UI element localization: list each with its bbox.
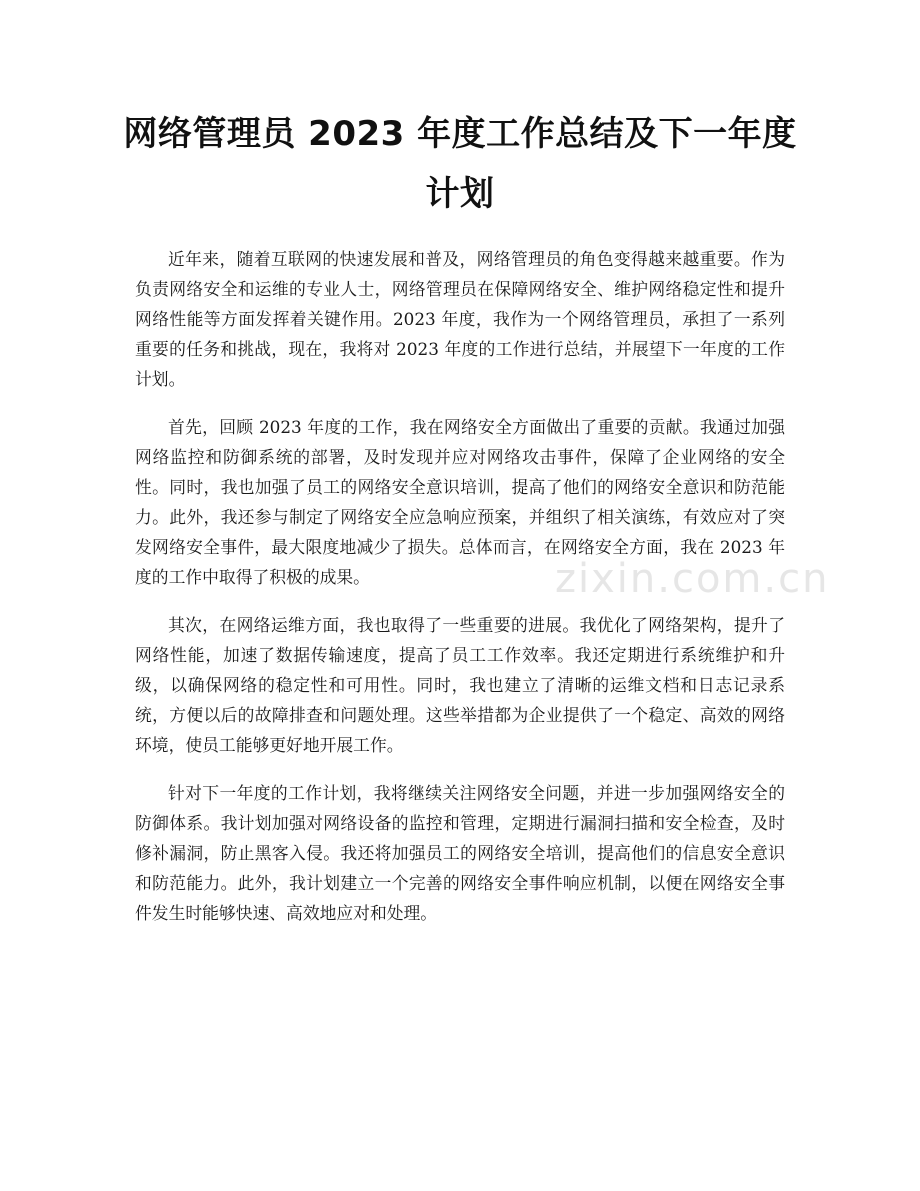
paragraph-next-year-plan: 针对下一年度的工作计划，我将继续关注网络安全问题，并进一步加强网络安全的防御体系。我计划加强对网络设备的监控和管理，定期进行漏洞扫描和安全检查，及时修补漏洞，防止黑客入侵。我还将加强员工的网络安全培训，提高他们的信息安全意识和防范能力。此外，我计划建立一个完善的网络安全事件响应机制，以便在网络安全事件发生时能够快速、高效地应对和处理。 — [135, 783, 785, 923]
paragraph-security-review: 首先，回顾 2023 年度的工作，我在网络安全方面做出了重要的贡献。我通过加强网络监控和防御系统的部署，及时发现并应对网络攻击事件，保障了企业网络的安全性。同时，我也加强了员工的网络安全意识培训，提高了他们的网络安全意识和防范能力。此外，我还参与制定了网络安全应急响应预案，并组织了相关演练，有效应对了突发网络安全事件，最大限度地减少了损失。总体而言，在网络安全方面，我在 2023 年度的工作中取得了积极的成果。 — [135, 417, 785, 587]
paragraph-operations-review: 其次，在网络运维方面，我也取得了一些重要的进展。我优化了网络架构，提升了网络性能，加速了数据传输速度，提高了员工工作效率。我还定期进行系统维护和升级，以确保网络的稳定性和可用性。同时，我也建立了清晰的运维文档和日志记录系统，方便以后的故障排查和问题处理。这些举措都为企业提供了一个稳定、高效的网络环境，使员工能够更好地开展工作。 — [135, 615, 785, 755]
document-body — [135, 244, 785, 946]
paragraph-intro: 近年来，随着互联网的快速发展和普及，网络管理员的角色变得越来越重要。作为负责网络安全和运维的专业人士，网络管理员在保障网络安全、维护网络稳定性和提升网络性能等方面发挥着关键作用。2023 年度，我作为一个网络管理员，承担了一系列重要的任务和挑战，现在，我将对 2023 年度的工作进行总结，并展望下一年度的工作计划。 — [135, 249, 785, 389]
watermark: zixin.com.cn — [555, 556, 830, 602]
document-title: 网络管理员 2023 年度工作总结及下一年度计划 — [123, 114, 797, 214]
